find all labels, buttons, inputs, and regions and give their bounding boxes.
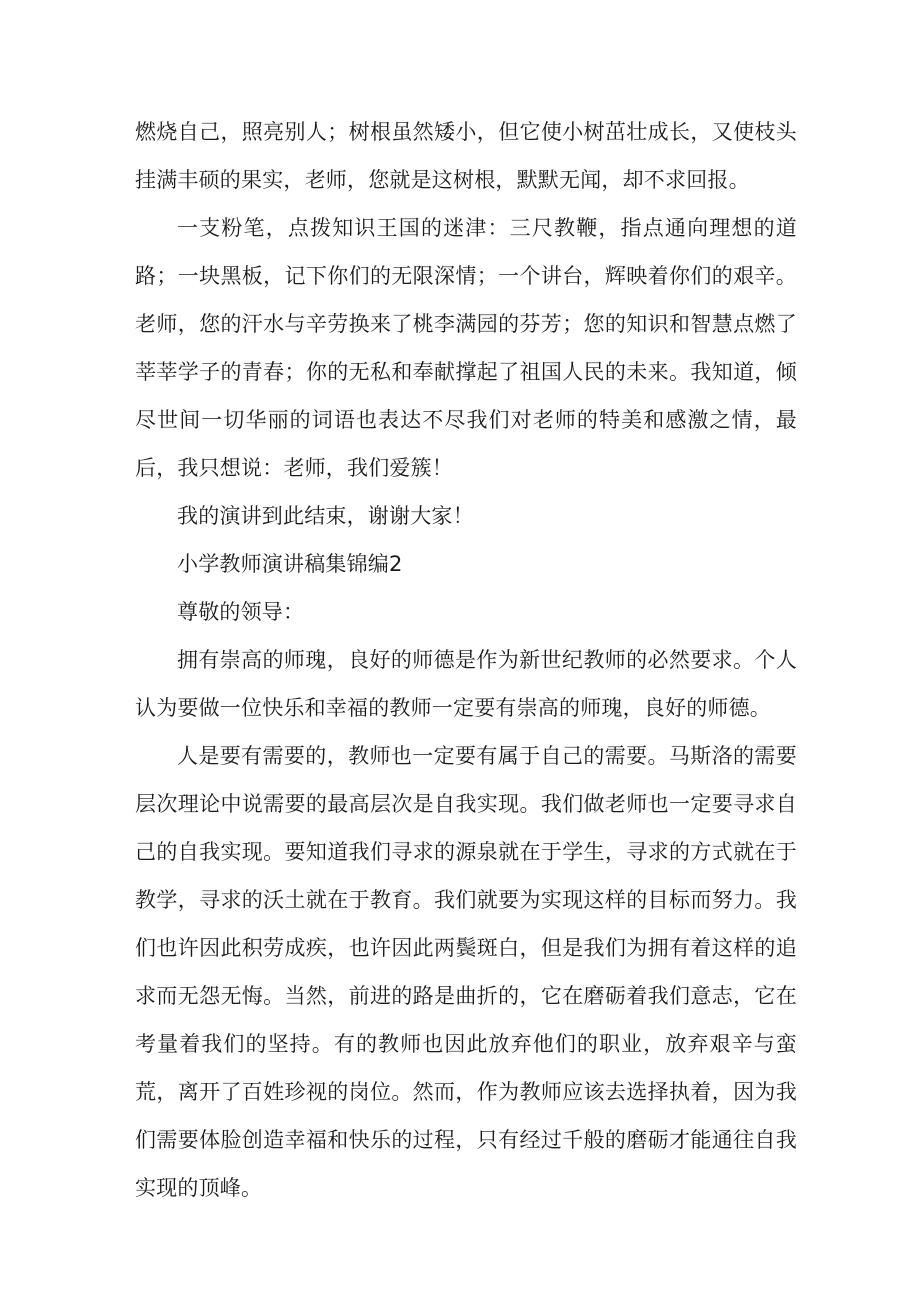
paragraph: 我的演讲到此结束，谢谢大家！: [177, 504, 474, 528]
section-heading: 小学教师演讲稿集锦编2: [177, 552, 403, 576]
paragraph: 燃烧自己，照亮别人；树根虽然矮小，但它使小树茁壮成长，又使枝头挂满丰硕的果实，老师，您就是这树根，默默无闻，却不求回报。: [135, 120, 797, 192]
document-body: [135, 108, 797, 1212]
paragraph: 一支粉笔，点拨知识王国的迷津：三尺教鞭，指点通向理想的道路；一块黑板，记下你们的无限深情；一个讲台，辉映着你们的艰辛。老师，您的汗水与辛劳换来了桃李满园的芬芳；您的知识和智慧点燃了莘莘学子的青春；你的无私和奉献撑起了祖国人民的未来。我知道，倾尽世间一切华丽的词语也表达不尽我们对老师的特美和感激之情，最后，我只想说：老师，我们爱簇！: [135, 216, 797, 480]
paragraph: 拥有崇高的师瑰，良好的师德是作为新世纪教师的必然要求。个人认为要做一位快乐和幸福的教师一定要有崇高的师瑰，良好的师德。: [135, 648, 797, 720]
paragraph: 人是要有需要的，教师也一定要有属于自己的需要。马斯洛的需要层次理论中说需要的最高层次是自我实现。我们做老师也一定要寻求自己的自我实现。要知道我们寻求的源泉就在于学生，寻求的方式就在于教学，寻求的沃土就在于教育。我们就要为实现这样的目标而努力。我们也许因此积劳成疾，也许因此两鬓斑白，但是我们为拥有着这样的追求而无怨无悔。当然，前进的路是曲折的，它在磨砺着我们意志，它在考量着我们的坚持。有的教师也因此放弃他们的职业，放弃艰辛与蛮荒，离开了百姓珍视的岗位。然而，作为教师应该去选择执着，因为我们需要体脸创造幸福和快乐的过程，只有经过千般的磨砺才能通往自我实现的顶峰。: [135, 744, 797, 1200]
salutation: 尊敬的领导：: [177, 600, 305, 624]
